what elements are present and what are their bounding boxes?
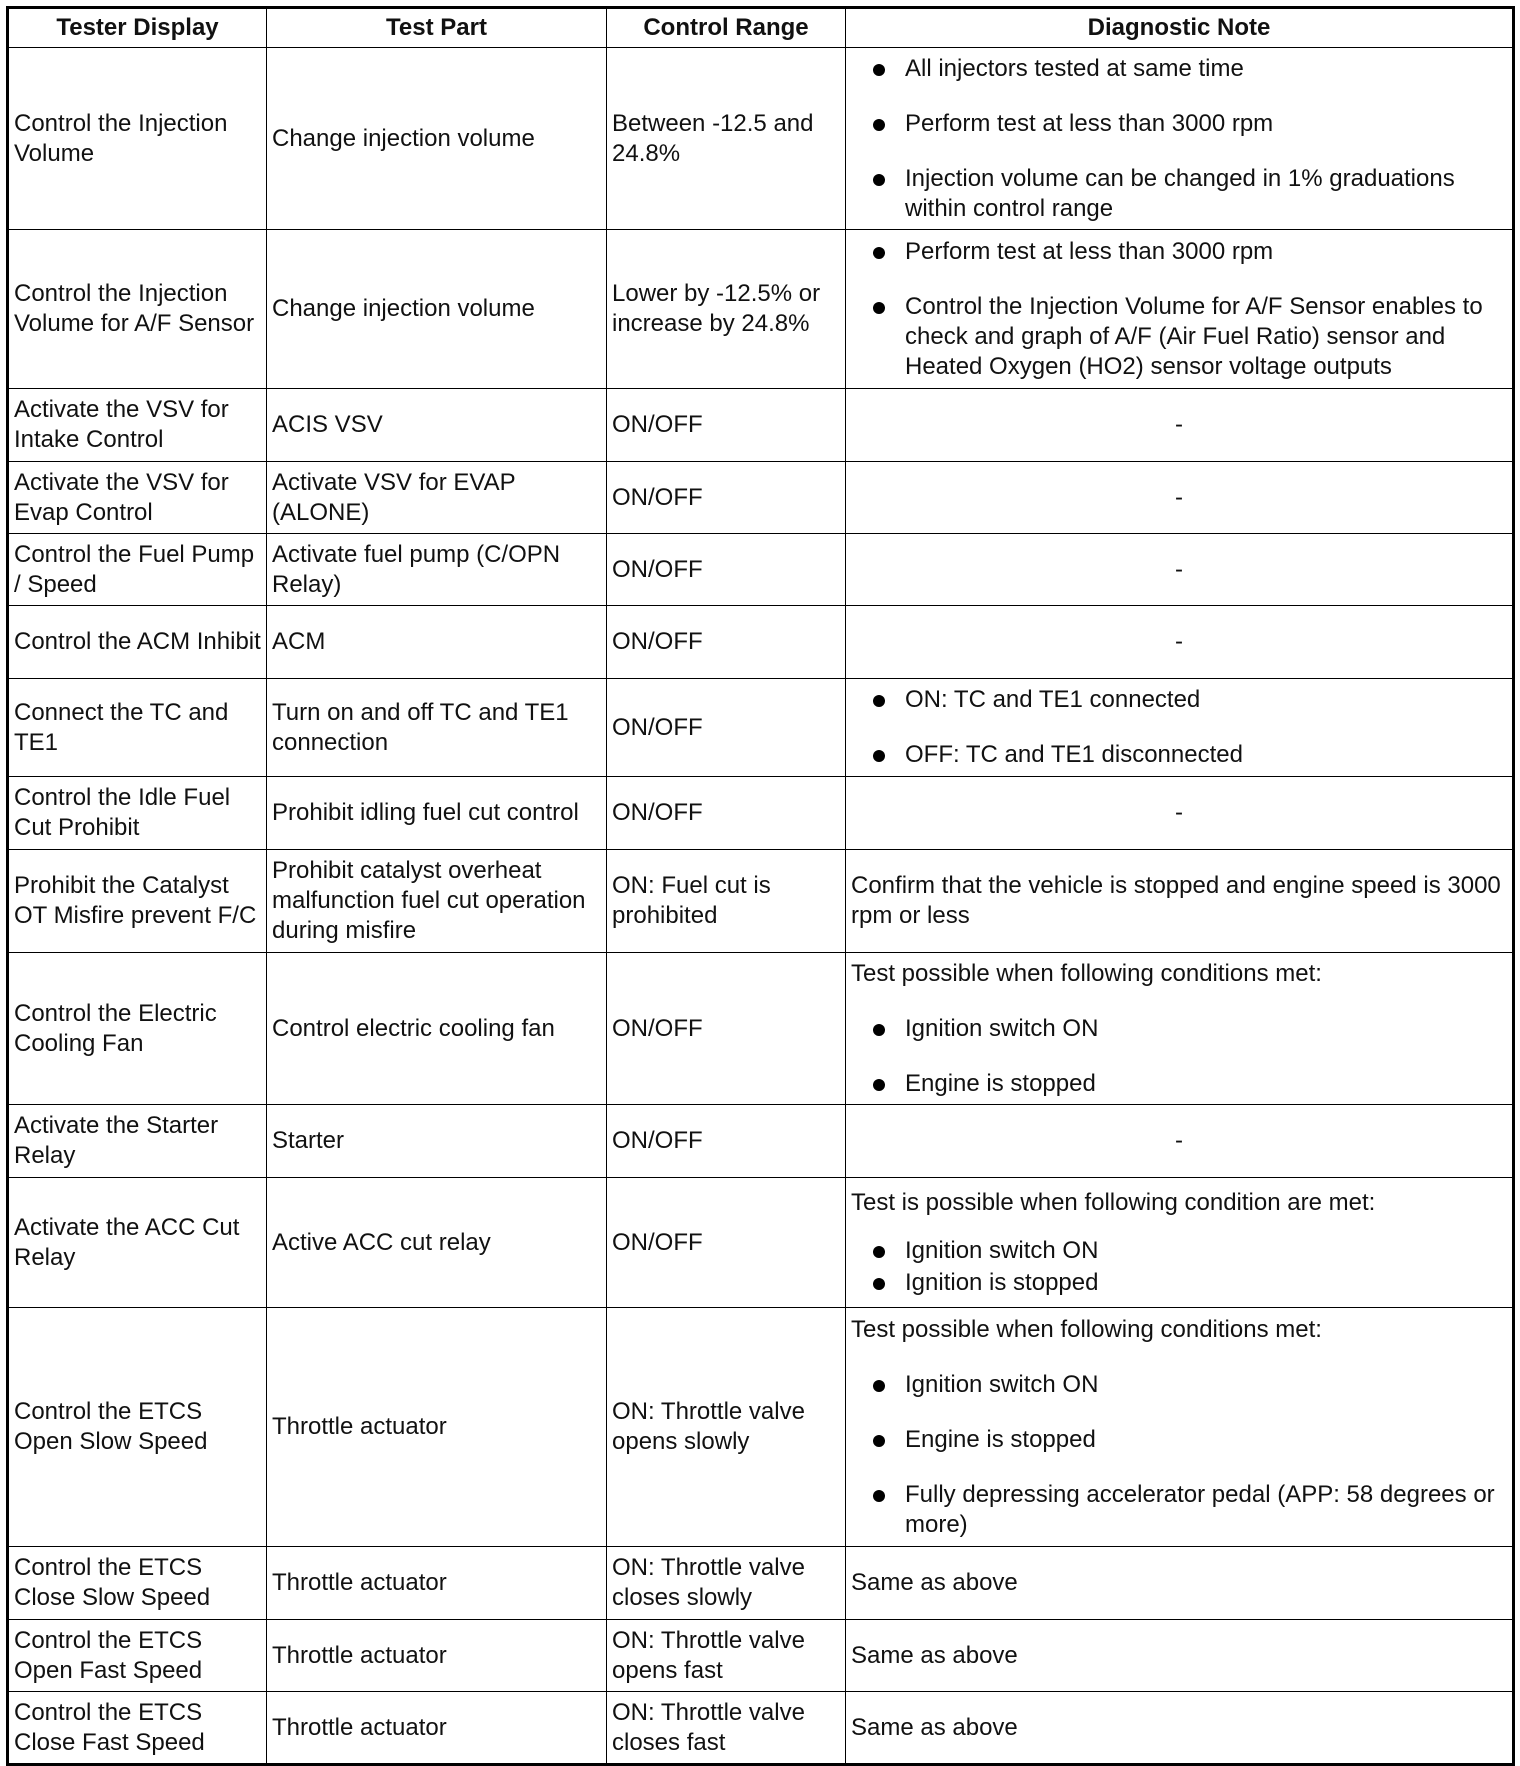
tester-display-cell: Prohibit the Catalyst OT Misfire prevent F/C	[8, 850, 267, 953]
test-part-cell: ACIS VSV	[267, 389, 607, 462]
table-row	[8, 534, 1514, 606]
note-bullet-list	[851, 685, 1507, 770]
diagnostic-note-cell	[846, 777, 1514, 850]
test-part-cell: Throttle actuator	[267, 1308, 607, 1547]
note-intro: Test possible when following conditions met:	[851, 1315, 1322, 1343]
diagnostic-note-cell	[846, 1178, 1514, 1308]
diagnostic-note-cell	[846, 1105, 1514, 1178]
control-range-cell: Lower by -12.5% or increase by 24.8%	[607, 230, 846, 389]
test-part-cell: Activate fuel pump (C/OPN Relay)	[267, 534, 607, 606]
test-part-cell: Activate VSV for EVAP (ALONE)	[267, 462, 607, 534]
note-bullet-text: Engine is stopped	[905, 1425, 1096, 1453]
diagnostic-note-cell	[846, 1547, 1514, 1620]
table-row	[8, 1547, 1514, 1620]
note-bullet-list	[851, 54, 1507, 224]
table-row	[8, 1105, 1514, 1178]
bullet-icon	[873, 64, 885, 76]
note-bullet-text: Ignition switch ON	[905, 1370, 1099, 1398]
diagnostic-note-cell	[846, 606, 1514, 679]
diagnostic-note-cell	[846, 1620, 1514, 1692]
bullet-icon	[873, 1024, 885, 1036]
tester-display-cell: Activate the VSV for Intake Control	[8, 389, 267, 462]
diagnostic-note-cell	[846, 48, 1514, 230]
note-bullet-item	[851, 740, 1507, 770]
table-row	[8, 606, 1514, 679]
note-text: -	[1175, 555, 1183, 583]
note-text: Same as above	[851, 1713, 1018, 1741]
note-bullet-list	[851, 1236, 1507, 1298]
table-row	[8, 1308, 1514, 1547]
note-bullet-item	[851, 54, 1507, 84]
table-row	[8, 1178, 1514, 1308]
tester-display-cell: Control the ETCS Open Slow Speed	[8, 1308, 267, 1547]
tester-display-cell: Control the Injection Volume	[8, 48, 267, 230]
test-part-cell: Starter	[267, 1105, 607, 1178]
header-diagnostic-note: Diagnostic Note	[846, 8, 1514, 48]
bullet-icon	[873, 119, 885, 131]
test-part-cell: Prohibit catalyst overheat malfunction fuel cut operation during misfire	[267, 850, 607, 953]
table-row	[8, 850, 1514, 953]
note-bullet-item	[851, 292, 1507, 382]
note-bullet-item	[851, 1425, 1507, 1455]
diagnostic-note-cell	[846, 534, 1514, 606]
bullet-icon	[873, 1278, 885, 1290]
note-bullet-item	[851, 164, 1507, 224]
note-bullet-item	[851, 1480, 1507, 1540]
table-row	[8, 777, 1514, 850]
table-body	[8, 48, 1514, 1765]
tester-display-cell: Control the Fuel Pump / Speed	[8, 534, 267, 606]
note-intro: Test is possible when following condition are met:	[851, 1188, 1376, 1216]
note-bullet-item	[851, 685, 1507, 715]
control-range-cell: ON/OFF	[607, 953, 846, 1105]
diagnostic-note	[851, 959, 1507, 1099]
tester-display-cell: Connect the TC and TE1	[8, 679, 267, 777]
note-bullet-text: Perform test at less than 3000 rpm	[905, 109, 1274, 137]
header-control-range: Control Range	[607, 8, 846, 48]
bullet-icon	[873, 302, 885, 314]
table-row	[8, 462, 1514, 534]
diagnostic-note-cell	[846, 389, 1514, 462]
note-text: -	[1175, 411, 1183, 438]
note-text: Same as above	[851, 1569, 1018, 1596]
note-bullet-list	[851, 237, 1507, 382]
diagnostic-note	[851, 54, 1507, 224]
diagnostic-note-cell	[846, 1308, 1514, 1547]
tester-display-cell: Activate the VSV for Evap Control	[8, 462, 267, 534]
control-range-cell: ON/OFF	[607, 389, 846, 462]
test-part-cell: Active ACC cut relay	[267, 1178, 607, 1308]
test-part-cell: ACM	[267, 606, 607, 679]
test-part-cell: Control electric cooling fan	[267, 953, 607, 1105]
tester-display-cell: Control the ETCS Open Fast Speed	[8, 1620, 267, 1692]
test-part-cell: Change injection volume	[267, 230, 607, 389]
header-test-part: Test Part	[267, 8, 607, 48]
tester-display-cell: Control the Electric Cooling Fan	[8, 953, 267, 1105]
diagnostic-note-cell	[846, 462, 1514, 534]
table-row	[8, 679, 1514, 777]
note-bullet-item	[851, 1370, 1507, 1400]
note-bullet-text: Ignition is stopped	[905, 1268, 1099, 1296]
bullet-icon	[873, 695, 885, 707]
control-range-cell: ON: Throttle valve opens fast	[607, 1620, 846, 1692]
note-bullet-text: Injection volume can be changed in 1% graduations within control range	[905, 164, 1455, 222]
bullet-icon	[873, 1079, 885, 1091]
table-row	[8, 1692, 1514, 1765]
control-range-cell: ON: Fuel cut is prohibited	[607, 850, 846, 953]
note-bullet-list	[851, 1014, 1507, 1099]
tester-display-cell: Control the Injection Volume for A/F Sensor	[8, 230, 267, 389]
control-range-cell: ON: Throttle valve opens slowly	[607, 1308, 846, 1547]
tester-display-cell: Control the ACM Inhibit	[8, 606, 267, 679]
note-bullet-list	[851, 1370, 1507, 1540]
note-bullet-item	[851, 1069, 1507, 1099]
table-row	[8, 953, 1514, 1105]
note-bullet-text: OFF: TC and TE1 disconnected	[905, 741, 1243, 768]
diagnostic-note-cell	[846, 1692, 1514, 1765]
note-bullet-text: All injectors tested at same time	[905, 54, 1244, 82]
diagnostic-note-cell	[846, 953, 1514, 1105]
note-text: -	[1175, 628, 1183, 655]
diagnostic-note	[851, 1188, 1507, 1298]
table-row	[8, 230, 1514, 389]
control-range-cell: Between -12.5 and 24.8%	[607, 48, 846, 230]
table-header-row	[8, 8, 1514, 48]
control-range-cell: ON: Throttle valve closes slowly	[607, 1547, 846, 1620]
table-row	[8, 389, 1514, 462]
note-text: -	[1175, 1127, 1183, 1154]
bullet-icon	[873, 174, 885, 186]
tester-display-cell: Control the Idle Fuel Cut Prohibit	[8, 777, 267, 850]
control-range-cell: ON/OFF	[607, 1105, 846, 1178]
test-part-cell: Prohibit idling fuel cut control	[267, 777, 607, 850]
diagnostic-note	[851, 237, 1507, 382]
note-bullet-item	[851, 1014, 1507, 1044]
control-range-cell: ON/OFF	[607, 679, 846, 777]
control-range-cell: ON/OFF	[607, 462, 846, 534]
test-part-cell: Throttle actuator	[267, 1547, 607, 1620]
note-bullet-text: Ignition switch ON	[905, 1236, 1099, 1264]
control-range-cell: ON/OFF	[607, 777, 846, 850]
note-text: Confirm that the vehicle is stopped and engine speed is 3000 rpm or less	[851, 872, 1501, 929]
note-bullet-item	[851, 237, 1507, 267]
bullet-icon	[873, 750, 885, 762]
note-bullet-text: Ignition switch ON	[905, 1014, 1099, 1042]
note-bullet-item	[851, 1268, 1507, 1298]
note-bullet-item	[851, 1236, 1507, 1266]
note-bullet-text: Engine is stopped	[905, 1069, 1096, 1097]
bullet-icon	[873, 1246, 885, 1258]
tester-display-cell: Activate the ACC Cut Relay	[8, 1178, 267, 1308]
control-range-cell: ON/OFF	[607, 1178, 846, 1308]
note-text: -	[1175, 483, 1183, 511]
diagnostic-note-cell	[846, 230, 1514, 389]
diagnostic-note	[851, 685, 1507, 770]
tester-display-cell: Control the ETCS Close Fast Speed	[8, 1692, 267, 1765]
active-test-table	[6, 6, 1515, 1766]
test-part-cell: Throttle actuator	[267, 1620, 607, 1692]
table-row	[8, 48, 1514, 230]
tester-display-cell: Activate the Starter Relay	[8, 1105, 267, 1178]
diagnostic-note	[851, 1315, 1507, 1540]
note-bullet-item	[851, 109, 1507, 139]
tester-display-cell: Control the ETCS Close Slow Speed	[8, 1547, 267, 1620]
note-intro: Test possible when following conditions met:	[851, 959, 1322, 987]
table-row	[8, 1620, 1514, 1692]
bullet-icon	[873, 1490, 885, 1502]
bullet-icon	[873, 1435, 885, 1447]
control-range-cell: ON: Throttle valve closes fast	[607, 1692, 846, 1765]
test-part-cell: Throttle actuator	[267, 1692, 607, 1765]
note-bullet-text: Perform test at less than 3000 rpm	[905, 237, 1274, 265]
header-tester-display: Tester Display	[8, 8, 267, 48]
bullet-icon	[873, 247, 885, 259]
bullet-icon	[873, 1380, 885, 1392]
diagnostic-note-cell	[846, 850, 1514, 953]
note-bullet-text: ON: TC and TE1 connected	[905, 686, 1201, 713]
note-bullet-text: Control the Injection Volume for A/F Sensor enables to check and graph of A/F (Air Fuel Ratio) sensor and Heated Oxygen (HO2) sensor voltage outputs	[905, 292, 1483, 380]
note-bullet-text: Fully depressing accelerator pedal (APP: 58 degrees or more)	[905, 1480, 1495, 1538]
test-part-cell: Change injection volume	[267, 48, 607, 230]
control-range-cell: ON/OFF	[607, 534, 846, 606]
note-text: Same as above	[851, 1641, 1018, 1669]
diagnostic-note-cell	[846, 679, 1514, 777]
control-range-cell: ON/OFF	[607, 606, 846, 679]
note-text: -	[1175, 799, 1183, 826]
test-part-cell: Turn on and off TC and TE1 connection	[267, 679, 607, 777]
